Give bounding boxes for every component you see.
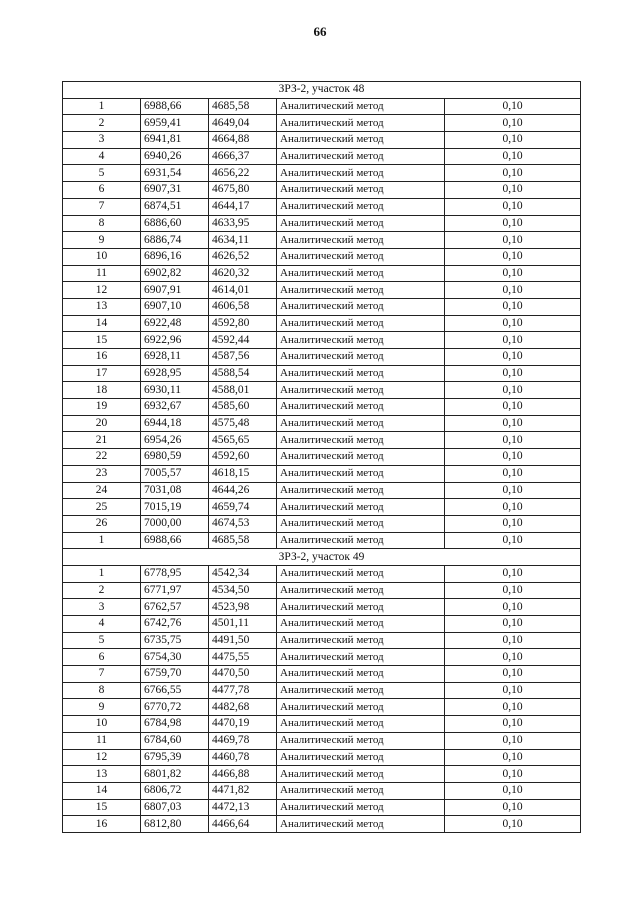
table-row — [63, 315, 581, 332]
method-cell: Аналитический метод — [277, 782, 445, 799]
method-cell: Аналитический метод — [277, 799, 445, 816]
table-row — [63, 616, 581, 633]
page-number: 66 — [313, 24, 327, 39]
x-coordinate-cell: 6907,31 — [141, 182, 209, 199]
y-coordinate-cell: 4472,13 — [209, 799, 277, 816]
table-row — [63, 349, 581, 366]
x-coordinate-cell: 6907,91 — [141, 282, 209, 299]
point-number-cell: 11 — [63, 265, 141, 282]
section-header-row — [63, 82, 581, 99]
y-coordinate-cell: 4482,68 — [209, 699, 277, 716]
y-coordinate-cell: 4649,04 — [209, 115, 277, 132]
precision-cell: 0,10 — [445, 182, 581, 199]
point-number-cell: 8 — [63, 215, 141, 232]
y-coordinate-cell: 4634,11 — [209, 232, 277, 249]
x-coordinate-cell: 6931,54 — [141, 165, 209, 182]
point-number-cell: 6 — [63, 649, 141, 666]
table-row — [63, 816, 581, 833]
point-number-cell: 25 — [63, 499, 141, 516]
method-cell: Аналитический метод — [277, 749, 445, 766]
table-row — [63, 582, 581, 599]
point-number-cell: 21 — [63, 432, 141, 449]
point-number-cell: 18 — [63, 382, 141, 399]
method-cell: Аналитический метод — [277, 732, 445, 749]
x-coordinate-cell: 6795,39 — [141, 749, 209, 766]
point-number-cell: 9 — [63, 699, 141, 716]
precision-cell: 0,10 — [445, 565, 581, 582]
method-cell: Аналитический метод — [277, 599, 445, 616]
x-coordinate-cell: 6770,72 — [141, 699, 209, 716]
method-cell: Аналитический метод — [277, 482, 445, 499]
method-cell: Аналитический метод — [277, 582, 445, 599]
precision-cell: 0,10 — [445, 115, 581, 132]
y-coordinate-cell: 4470,50 — [209, 666, 277, 683]
precision-cell: 0,10 — [445, 682, 581, 699]
precision-cell: 0,10 — [445, 432, 581, 449]
point-number-cell: 11 — [63, 732, 141, 749]
precision-cell: 0,10 — [445, 732, 581, 749]
point-number-cell: 14 — [63, 782, 141, 799]
point-number-cell: 12 — [63, 749, 141, 766]
table-row — [63, 682, 581, 699]
precision-cell: 0,10 — [445, 749, 581, 766]
table-row — [63, 666, 581, 683]
precision-cell: 0,10 — [445, 766, 581, 783]
x-coordinate-cell: 6932,67 — [141, 399, 209, 416]
method-cell: Аналитический метод — [277, 716, 445, 733]
point-number-cell: 15 — [63, 332, 141, 349]
point-number-cell: 22 — [63, 449, 141, 466]
table-row — [63, 499, 581, 516]
x-coordinate-cell: 6922,48 — [141, 315, 209, 332]
precision-cell: 0,10 — [445, 515, 581, 532]
x-coordinate-cell: 6801,82 — [141, 766, 209, 783]
x-coordinate-cell: 6928,11 — [141, 349, 209, 366]
x-coordinate-cell: 7005,57 — [141, 465, 209, 482]
x-coordinate-cell: 6874,51 — [141, 198, 209, 215]
point-number-cell: 16 — [63, 349, 141, 366]
point-number-cell: 14 — [63, 315, 141, 332]
precision-cell: 0,10 — [445, 782, 581, 799]
section-header-row — [63, 549, 581, 566]
method-cell: Аналитический метод — [277, 666, 445, 683]
method-cell: Аналитический метод — [277, 632, 445, 649]
table-row — [63, 449, 581, 466]
point-number-cell: 10 — [63, 716, 141, 733]
precision-cell: 0,10 — [445, 148, 581, 165]
y-coordinate-cell: 4523,98 — [209, 599, 277, 616]
method-cell: Аналитический метод — [277, 382, 445, 399]
point-number-cell: 3 — [63, 599, 141, 616]
precision-cell: 0,10 — [445, 582, 581, 599]
table-row — [63, 132, 581, 149]
point-number-cell: 12 — [63, 282, 141, 299]
x-coordinate-cell: 7031,08 — [141, 482, 209, 499]
table-row — [63, 799, 581, 816]
method-cell: Аналитический метод — [277, 365, 445, 382]
table-row — [63, 298, 581, 315]
y-coordinate-cell: 4466,88 — [209, 766, 277, 783]
table-row — [63, 365, 581, 382]
y-coordinate-cell: 4565,65 — [209, 432, 277, 449]
table-row — [63, 115, 581, 132]
point-number-cell: 26 — [63, 515, 141, 532]
y-coordinate-cell: 4626,52 — [209, 248, 277, 265]
x-coordinate-cell: 6762,57 — [141, 599, 209, 616]
method-cell: Аналитический метод — [277, 265, 445, 282]
x-coordinate-cell: 6930,11 — [141, 382, 209, 399]
x-coordinate-cell: 6784,60 — [141, 732, 209, 749]
section-title: ЗРЗ-2, участок 49 — [63, 549, 581, 566]
method-cell: Аналитический метод — [277, 282, 445, 299]
table-row — [63, 415, 581, 432]
y-coordinate-cell: 4534,50 — [209, 582, 277, 599]
table-row — [63, 382, 581, 399]
x-coordinate-cell: 6759,70 — [141, 666, 209, 683]
precision-cell: 0,10 — [445, 332, 581, 349]
table-row — [63, 532, 581, 549]
y-coordinate-cell: 4477,78 — [209, 682, 277, 699]
precision-cell: 0,10 — [445, 799, 581, 816]
point-number-cell: 8 — [63, 682, 141, 699]
precision-cell: 0,10 — [445, 699, 581, 716]
table-row — [63, 599, 581, 616]
y-coordinate-cell: 4620,32 — [209, 265, 277, 282]
table-row — [63, 632, 581, 649]
precision-cell: 0,10 — [445, 532, 581, 549]
x-coordinate-cell: 6742,76 — [141, 616, 209, 633]
x-coordinate-cell: 6940,26 — [141, 148, 209, 165]
x-coordinate-cell: 6902,82 — [141, 265, 209, 282]
x-coordinate-cell: 6778,95 — [141, 565, 209, 582]
point-number-cell: 2 — [63, 582, 141, 599]
table-row — [63, 782, 581, 799]
table-row — [63, 198, 581, 215]
method-cell: Аналитический метод — [277, 198, 445, 215]
y-coordinate-cell: 4685,58 — [209, 98, 277, 115]
y-coordinate-cell: 4592,80 — [209, 315, 277, 332]
table-row — [63, 215, 581, 232]
precision-cell: 0,10 — [445, 198, 581, 215]
x-coordinate-cell: 6754,30 — [141, 649, 209, 666]
precision-cell: 0,10 — [445, 415, 581, 432]
coordinates-table-body — [63, 82, 581, 833]
precision-cell: 0,10 — [445, 499, 581, 516]
method-cell: Аналитический метод — [277, 565, 445, 582]
y-coordinate-cell: 4542,34 — [209, 565, 277, 582]
method-cell: Аналитический метод — [277, 649, 445, 666]
y-coordinate-cell: 4664,88 — [209, 132, 277, 149]
point-number-cell: 16 — [63, 816, 141, 833]
x-coordinate-cell: 7000,00 — [141, 515, 209, 532]
point-number-cell: 9 — [63, 232, 141, 249]
y-coordinate-cell: 4674,53 — [209, 515, 277, 532]
y-coordinate-cell: 4618,15 — [209, 465, 277, 482]
method-cell: Аналитический метод — [277, 215, 445, 232]
point-number-cell: 19 — [63, 399, 141, 416]
precision-cell: 0,10 — [445, 282, 581, 299]
precision-cell: 0,10 — [445, 248, 581, 265]
point-number-cell: 4 — [63, 616, 141, 633]
table-row — [63, 515, 581, 532]
table-row — [63, 716, 581, 733]
y-coordinate-cell: 4644,17 — [209, 198, 277, 215]
y-coordinate-cell: 4469,78 — [209, 732, 277, 749]
precision-cell: 0,10 — [445, 298, 581, 315]
y-coordinate-cell: 4592,60 — [209, 449, 277, 466]
point-number-cell: 5 — [63, 632, 141, 649]
x-coordinate-cell: 6980,59 — [141, 449, 209, 466]
x-coordinate-cell: 6941,81 — [141, 132, 209, 149]
precision-cell: 0,10 — [445, 232, 581, 249]
method-cell: Аналитический метод — [277, 298, 445, 315]
y-coordinate-cell: 4588,01 — [209, 382, 277, 399]
y-coordinate-cell: 4585,60 — [209, 399, 277, 416]
method-cell: Аналитический метод — [277, 616, 445, 633]
method-cell: Аналитический метод — [277, 132, 445, 149]
y-coordinate-cell: 4633,95 — [209, 215, 277, 232]
y-coordinate-cell: 4575,48 — [209, 415, 277, 432]
method-cell: Аналитический метод — [277, 465, 445, 482]
x-coordinate-cell: 6944,18 — [141, 415, 209, 432]
y-coordinate-cell: 4471,82 — [209, 782, 277, 799]
table-row — [63, 432, 581, 449]
method-cell: Аналитический метод — [277, 515, 445, 532]
table-row — [63, 248, 581, 265]
point-number-cell: 13 — [63, 766, 141, 783]
table-row — [63, 699, 581, 716]
point-number-cell: 15 — [63, 799, 141, 816]
precision-cell: 0,10 — [445, 649, 581, 666]
table-row — [63, 732, 581, 749]
method-cell: Аналитический метод — [277, 115, 445, 132]
y-coordinate-cell: 4666,37 — [209, 148, 277, 165]
y-coordinate-cell: 4659,74 — [209, 499, 277, 516]
table-row — [63, 282, 581, 299]
point-number-cell: 17 — [63, 365, 141, 382]
y-coordinate-cell: 4460,78 — [209, 749, 277, 766]
precision-cell: 0,10 — [445, 716, 581, 733]
x-coordinate-cell: 7015,19 — [141, 499, 209, 516]
y-coordinate-cell: 4656,22 — [209, 165, 277, 182]
section-title: ЗРЗ-2, участок 48 — [63, 82, 581, 99]
point-number-cell: 7 — [63, 198, 141, 215]
point-number-cell: 24 — [63, 482, 141, 499]
x-coordinate-cell: 6886,60 — [141, 215, 209, 232]
x-coordinate-cell: 6959,41 — [141, 115, 209, 132]
x-coordinate-cell: 6735,75 — [141, 632, 209, 649]
table-row — [63, 232, 581, 249]
y-coordinate-cell: 4475,55 — [209, 649, 277, 666]
table-row — [63, 98, 581, 115]
x-coordinate-cell: 6988,66 — [141, 532, 209, 549]
x-coordinate-cell: 6886,74 — [141, 232, 209, 249]
precision-cell: 0,10 — [445, 632, 581, 649]
precision-cell: 0,10 — [445, 349, 581, 366]
point-number-cell: 1 — [63, 98, 141, 115]
x-coordinate-cell: 6812,80 — [141, 816, 209, 833]
point-number-cell: 2 — [63, 115, 141, 132]
method-cell: Аналитический метод — [277, 165, 445, 182]
table-row — [63, 749, 581, 766]
precision-cell: 0,10 — [445, 399, 581, 416]
precision-cell: 0,10 — [445, 98, 581, 115]
table-row — [63, 165, 581, 182]
method-cell: Аналитический метод — [277, 332, 445, 349]
precision-cell: 0,10 — [445, 816, 581, 833]
method-cell: Аналитический метод — [277, 415, 445, 432]
x-coordinate-cell: 6954,26 — [141, 432, 209, 449]
y-coordinate-cell: 4491,50 — [209, 632, 277, 649]
y-coordinate-cell: 4501,11 — [209, 616, 277, 633]
precision-cell: 0,10 — [445, 215, 581, 232]
method-cell: Аналитический метод — [277, 766, 445, 783]
method-cell: Аналитический метод — [277, 98, 445, 115]
method-cell: Аналитический метод — [277, 682, 445, 699]
method-cell: Аналитический метод — [277, 449, 445, 466]
precision-cell: 0,10 — [445, 465, 581, 482]
method-cell: Аналитический метод — [277, 699, 445, 716]
table-row — [63, 265, 581, 282]
table-row — [63, 399, 581, 416]
point-number-cell: 7 — [63, 666, 141, 683]
method-cell: Аналитический метод — [277, 499, 445, 516]
coordinates-table — [62, 81, 581, 833]
method-cell: Аналитический метод — [277, 816, 445, 833]
x-coordinate-cell: 6771,97 — [141, 582, 209, 599]
method-cell: Аналитический метод — [277, 148, 445, 165]
y-coordinate-cell: 4675,80 — [209, 182, 277, 199]
y-coordinate-cell: 4470,19 — [209, 716, 277, 733]
table-row — [63, 465, 581, 482]
point-number-cell: 1 — [63, 532, 141, 549]
table-row — [63, 565, 581, 582]
table-row — [63, 482, 581, 499]
x-coordinate-cell: 6922,96 — [141, 332, 209, 349]
table-row — [63, 649, 581, 666]
method-cell: Аналитический метод — [277, 232, 445, 249]
y-coordinate-cell: 4606,58 — [209, 298, 277, 315]
table-row — [63, 766, 581, 783]
table-row — [63, 148, 581, 165]
table-row — [63, 182, 581, 199]
method-cell: Аналитический метод — [277, 315, 445, 332]
method-cell: Аналитический метод — [277, 349, 445, 366]
y-coordinate-cell: 4644,26 — [209, 482, 277, 499]
method-cell: Аналитический метод — [277, 399, 445, 416]
x-coordinate-cell: 6806,72 — [141, 782, 209, 799]
y-coordinate-cell: 4587,56 — [209, 349, 277, 366]
x-coordinate-cell: 6766,55 — [141, 682, 209, 699]
y-coordinate-cell: 4588,54 — [209, 365, 277, 382]
y-coordinate-cell: 4614,01 — [209, 282, 277, 299]
point-number-cell: 13 — [63, 298, 141, 315]
precision-cell: 0,10 — [445, 382, 581, 399]
method-cell: Аналитический метод — [277, 432, 445, 449]
precision-cell: 0,10 — [445, 165, 581, 182]
point-number-cell: 6 — [63, 182, 141, 199]
point-number-cell: 4 — [63, 148, 141, 165]
table-row — [63, 332, 581, 349]
precision-cell: 0,10 — [445, 132, 581, 149]
point-number-cell: 23 — [63, 465, 141, 482]
x-coordinate-cell: 6784,98 — [141, 716, 209, 733]
method-cell: Аналитический метод — [277, 532, 445, 549]
point-number-cell: 5 — [63, 165, 141, 182]
point-number-cell: 20 — [63, 415, 141, 432]
precision-cell: 0,10 — [445, 616, 581, 633]
precision-cell: 0,10 — [445, 265, 581, 282]
precision-cell: 0,10 — [445, 315, 581, 332]
x-coordinate-cell: 6896,16 — [141, 248, 209, 265]
point-number-cell: 3 — [63, 132, 141, 149]
y-coordinate-cell: 4466,64 — [209, 816, 277, 833]
method-cell: Аналитический метод — [277, 248, 445, 265]
precision-cell: 0,10 — [445, 482, 581, 499]
precision-cell: 0,10 — [445, 449, 581, 466]
precision-cell: 0,10 — [445, 666, 581, 683]
x-coordinate-cell: 6928,95 — [141, 365, 209, 382]
method-cell: Аналитический метод — [277, 182, 445, 199]
precision-cell: 0,10 — [445, 599, 581, 616]
point-number-cell: 1 — [63, 565, 141, 582]
point-number-cell: 10 — [63, 248, 141, 265]
y-coordinate-cell: 4592,44 — [209, 332, 277, 349]
x-coordinate-cell: 6807,03 — [141, 799, 209, 816]
x-coordinate-cell: 6988,66 — [141, 98, 209, 115]
x-coordinate-cell: 6907,10 — [141, 298, 209, 315]
precision-cell: 0,10 — [445, 365, 581, 382]
y-coordinate-cell: 4685,58 — [209, 532, 277, 549]
